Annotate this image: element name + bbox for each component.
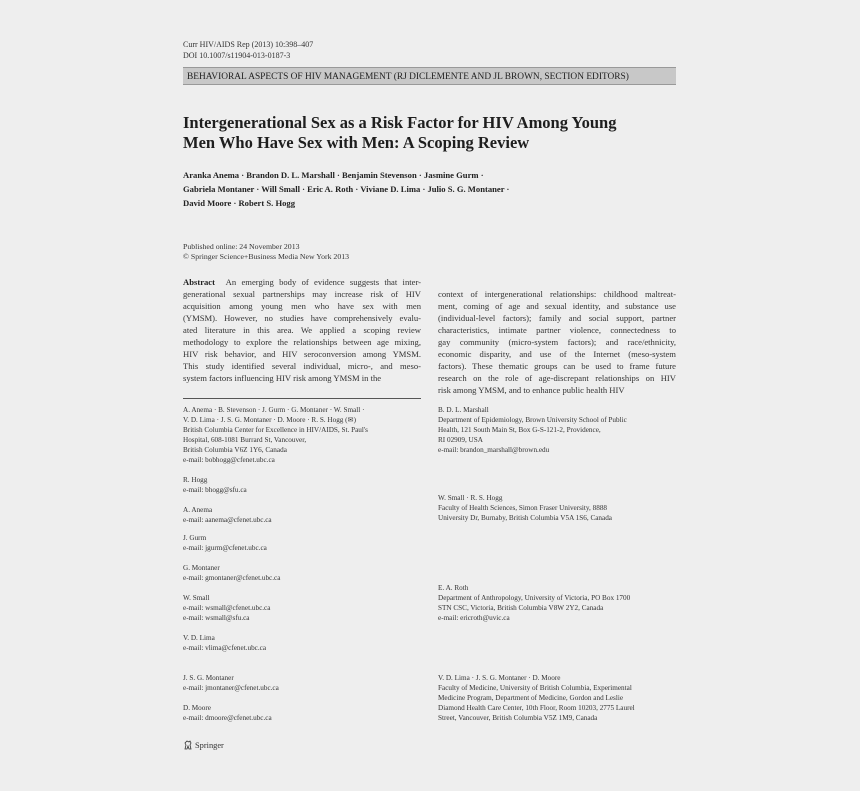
affiliation-line: E. A. Roth (438, 584, 469, 592)
article-title (183, 113, 683, 153)
affiliation-line: V. D. Lima · J. S. G. Montaner · D. Moore · R. S. Hogg (✉) (183, 416, 356, 424)
affiliation-line: Department of Anthropology, University of Victoria, PO Box 1700 (438, 594, 631, 602)
email-line: e-mail: jgurm@cfenet.ubc.ca (183, 544, 267, 552)
copyright-line: © Springer Science+Business Media New York 2013 (183, 252, 350, 261)
affiliation-line: G. Montaner (183, 564, 220, 572)
affiliation-line: R. Hogg (183, 476, 208, 484)
affiliation-line: J. Gurm (183, 534, 207, 542)
abstract-line: ated literature in this area. We applied a scoping review (183, 325, 421, 335)
email-line: e-mail: bhogg@sfu.ca (183, 486, 247, 494)
abstract-line: This study identified several individual, micro-, and meso- (183, 361, 421, 371)
abstract-text: An emerging body of evidence suggests that inter- (225, 277, 421, 287)
abstract-line: system factors influencing HIV risk among YMSM in the (183, 373, 382, 383)
affiliation-block (183, 405, 368, 465)
affiliation-line: A. Anema · B. Stevenson · J. Gurm · G. Montaner · W. Small · (183, 406, 365, 414)
affiliation-line: Health, 121 South Main St, Box G-S-121-2, Providence, (438, 426, 601, 434)
abstract-line: methodology to explore the relationships between age mixing, (183, 337, 421, 347)
affiliation-block (183, 633, 266, 653)
email-line: e-mail: bobhogg@cfenet.ubc.ca (183, 456, 275, 464)
abstract-label: Abstract (183, 277, 215, 287)
affiliation-line: J. S. G. Montaner (183, 674, 234, 682)
affiliation-block (183, 563, 280, 583)
abstract-line: ment, coming of age and sexual identity, and substance use (438, 301, 676, 311)
affiliation-block (438, 673, 635, 723)
affiliation-line: Department of Epidemiology, Brown University School of Public (438, 416, 627, 424)
publisher-logo (183, 740, 224, 750)
affiliation-line: Diamond Health Care Center, 10th Floor, Room 10203, 2775 Laurel (438, 704, 635, 712)
affiliation-block (183, 673, 279, 693)
email-line: e-mail: ericroth@uvic.ca (438, 614, 510, 622)
affiliation-block (183, 533, 267, 553)
abstract-line (183, 276, 421, 288)
affiliation-line: University Dr, Burnaby, British Columbia V5A 1S6, Canada (438, 514, 612, 522)
affiliations-left (183, 405, 433, 735)
affiliation-block (183, 593, 270, 623)
footnote-rule (183, 398, 421, 399)
abstract-line: (YMSM). However, no studies have comprehensively evalu- (183, 313, 421, 323)
abstract-line: gay community (micro-system factors); and race/ethnicity, (438, 337, 676, 347)
author-line: Aranka Anema · Brandon D. L. Marshall · Benjamin Stevenson · Jasmine Gurm · (183, 170, 484, 180)
affiliation-block (438, 405, 627, 455)
affiliation-line: British Columbia Center for Excellence in HIV/AIDS, St. Paul's (183, 426, 368, 434)
affiliation-block (183, 703, 272, 723)
affiliation-line: Faculty of Medicine, University of British Columbia, Experimental (438, 684, 632, 692)
email-line: e-mail: gmontaner@cfenet.ubc.ca (183, 574, 281, 582)
publisher-name: Springer (195, 740, 224, 750)
doi-line: DOI 10.1007/s11904-013-0187-3 (183, 51, 291, 60)
author-line: David Moore · Robert S. Hogg (183, 198, 296, 208)
published-date: Published online: 24 November 2013 (183, 242, 300, 251)
email-line: e-mail: aanema@cfenet.ubc.ca (183, 516, 272, 524)
affiliations-right (438, 405, 678, 735)
affiliation-line: V. D. Lima · J. S. G. Montaner · D. Moore (438, 674, 561, 682)
affiliation-line: Hospital, 608-1081 Burrard St, Vancouver, (183, 436, 307, 444)
affiliation-line: RI 02909, USA (438, 436, 483, 444)
affiliation-block (183, 505, 272, 525)
journal-citation: Curr HIV/AIDS Rep (2013) 10:398–407 (183, 40, 314, 49)
affiliation-line: British Columbia V6Z 1Y6, Canada (183, 446, 287, 454)
email-line: e-mail: dmoore@cfenet.ubc.ca (183, 714, 272, 722)
affiliation-line: Faculty of Health Sciences, Simon Fraser University, 8888 (438, 504, 608, 512)
author-line: Gabriela Montaner · Will Small · Eric A. Roth · Viviane D. Lima · Julio S. G. Montaner · (183, 184, 510, 194)
abstract-left-column (183, 276, 421, 384)
abstract-line: risk among YMSM, and to enhance public health HIV (438, 385, 625, 395)
affiliation-line: W. Small · R. S. Hogg (438, 494, 503, 502)
affiliation-block (438, 493, 612, 523)
abstract-line: research on the role of age-discrepant relationships on HIV (438, 373, 676, 383)
affiliation-line: A. Anema (183, 506, 213, 514)
abstract-line: context of intergenerational relationships: childhood maltreat- (438, 289, 676, 299)
abstract-line: acquisition among young men who have sex with men (183, 301, 421, 311)
email-line: e-mail: wsmall@sfu.ca (183, 614, 250, 622)
affiliation-block (438, 583, 630, 623)
abstract-line: generational sexual partnerships may increase risk of HIV (183, 289, 421, 299)
abstract-line: characteristics, intimate partner violence, connectedness to (438, 325, 676, 335)
abstract-line: economic disparity, and use of the Internet (meso-system (438, 349, 676, 359)
author-list (183, 168, 509, 210)
affiliation-line: D. Moore (183, 704, 211, 712)
affiliation-block (183, 475, 247, 495)
email-line: e-mail: brandon_marshall@brown.edu (438, 446, 550, 454)
affiliation-line: STN CSC, Victoria, British Columbia V8W 2Y2, Canada (438, 604, 604, 612)
abstract-line: (individual-level factors); family and social support, partner (438, 313, 676, 323)
affiliation-line: Street, Vancouver, British Columbia V5Z 1M9, Canada (438, 714, 598, 722)
email-line: e-mail: wsmall@cfenet.ubc.ca (183, 604, 271, 612)
abstract-right-column (438, 288, 676, 396)
springer-horse-icon (183, 740, 193, 750)
abstract-line: factors). These thematic groups can be used to frame future (438, 361, 676, 371)
section-banner: BEHAVIORAL ASPECTS OF HIV MANAGEMENT (RJ DICLEMENTE AND JL BROWN, SECTION EDITORS) (183, 67, 676, 85)
email-line: e-mail: vlima@cfenet.ubc.ca (183, 644, 267, 652)
title-line: Men Who Have Sex with Men: A Scoping Review (183, 133, 530, 152)
affiliation-line: B. D. L. Marshall (438, 406, 489, 414)
affiliation-line: W. Small (183, 594, 210, 602)
abstract-line: HIV risk behavior, and HIV seroconversion among YMSM. (183, 349, 421, 359)
affiliation-line: Medicine Program, Department of Medicine, Gordon and Leslie (438, 694, 624, 702)
email-line: e-mail: jmontaner@cfenet.ubc.ca (183, 684, 279, 692)
affiliation-line: V. D. Lima (183, 634, 215, 642)
title-line: Intergenerational Sex as a Risk Factor for HIV Among Young (183, 113, 617, 132)
